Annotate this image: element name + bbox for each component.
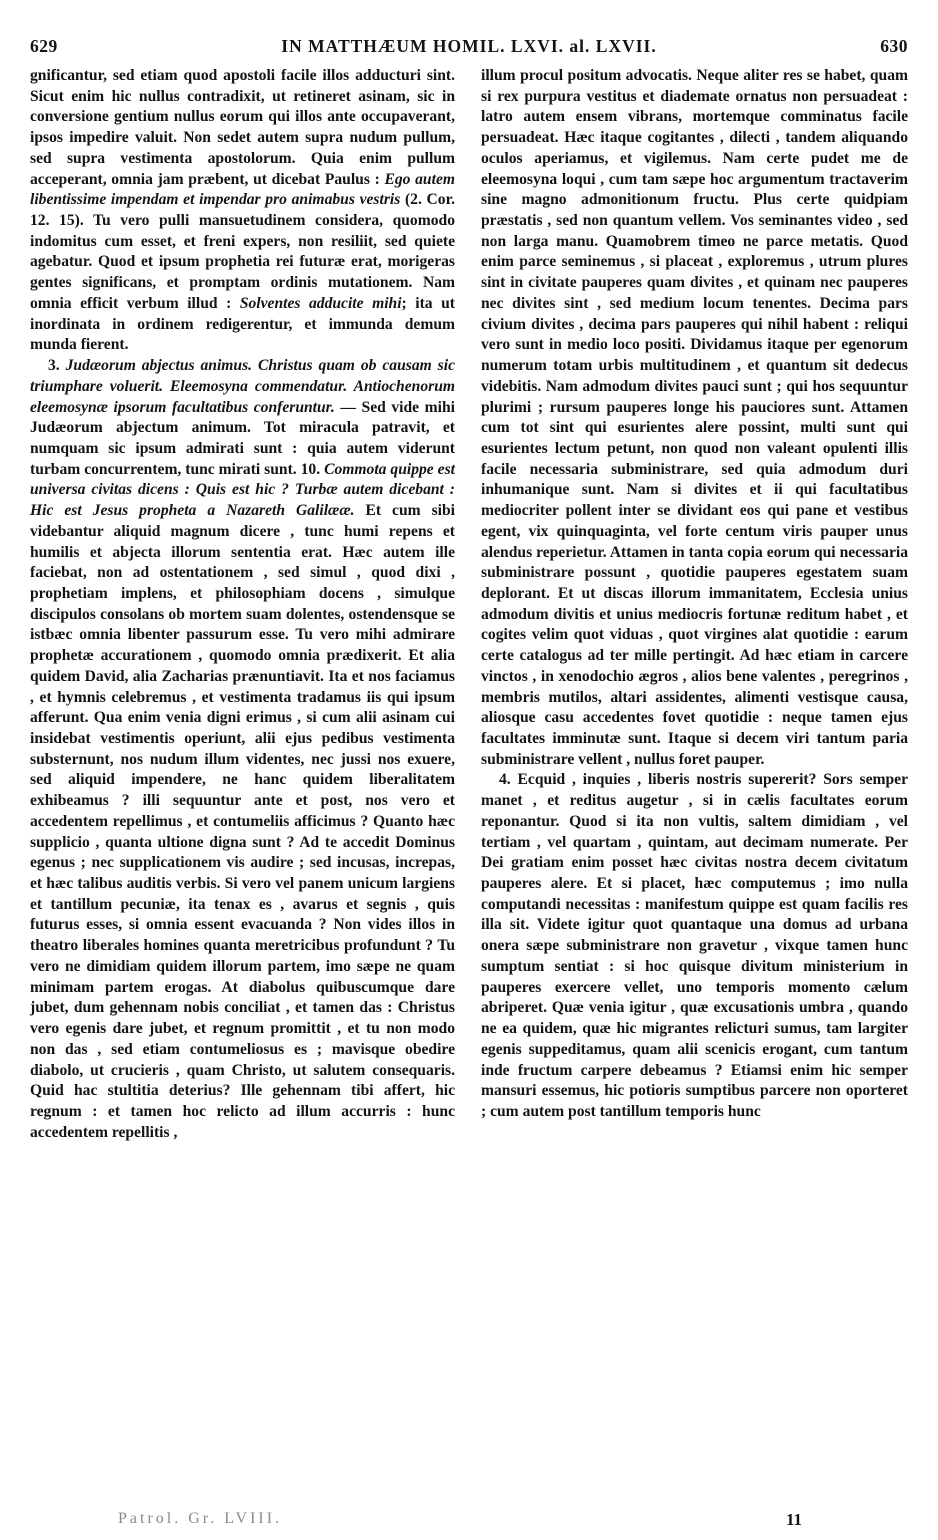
footer-signature: Patrol. Gr. LVIII. xyxy=(118,1510,283,1527)
paragraph: illum procul positum advocatis. Neque aliter res se habet, quam si rex purpura vestitus et diademate ornatus non persuadeat : latro autem ensem vibrans, mortemque comminatus facile persuadeat. Hæc itaque cogitantes , dilecti , tandem aliquando oculos aperiamus, et vigilemus. Nam certe pudet me de eleemosyna loqui , cum tam sæpe hoc argumentum tractaverim sine magno admonitionum fructu. Plus certe quidpiam præstatis , sed non quantum vellem. Vos seminantes video , sed non larga manu. Quamobrem timeo ne parce metatis. Quod enim parce seminemus , si placeat , exploremus , utrum plures sint in civitate pauperes quam divites , et quinam nec pauperes nec divites sint , sed medium locum tenentes. Decima pars civium divites , decima pars pauperes qui nihil habent : reliqui vero sunt in medio loco positi. Dividamus itaque per egenorum numerum totam urbis multitudinem , et quantum sit dedecus videbitis. Nam admodum divites pauci sunt ; qui hos sequuntur plurimi ; rursum pauperes longe his pauciores sunt. Attamen cum tot sint qui esurientes alere possint, multi sunt qui esurientes lectum petunt, non quod non valeant opulenti illis facile necessaria subministrare, sed quia admodum duri inhumanique sunt. Nam si divites et ii qui facultatibus mediocriter pollent inter se dividant eos qui pane et vestibus egent, vix quinquaginta, vel forte centum viris pauper unus alendus reperietur. Attamen in tanta copia eorum qui necessaria subministrare possunt , quotidie pauperes egestatem suam deplorant. Et ut discas illorum immanitatem, Ecclesia unius admodum divitis et unius mediocris fortunæ reditum habet , et cogites velim quot viduas , quot virgines alat quotidie : earum certe catalogus ad ter mille pertingit. Ad hæc etiam in carcere vinctos , in xenodochio ægros , alios bene valentes , peregrinos , membris mutilos, altari assidentes, alimenti vestisque causa, aliosque casu accedentes fovet quotidie : neque tamen ejus facultates imminutæ sunt. Itaque si decem viri tantum paria subministrare vellent , nullus foret pauper. xyxy=(481,67,908,768)
running-header xyxy=(30,36,908,58)
scripture-quote: Solventes adducite mihi xyxy=(239,294,402,312)
right-column xyxy=(481,66,908,1123)
section-summary: Judæorum abjectus animus. Christus quam ob causam sic triumphare voluerit. Eleemosyna commendatur. Antiochenorum eleemosynæ ipsorum facultatibus conferuntur. xyxy=(30,357,455,416)
scripture-quote: Commota quippe est universa civitas dicens : Quis est hic ? Turbæ autem dicebant : Hic est Jesus propheta a Nazareth Galilææ. xyxy=(30,460,455,520)
left-column xyxy=(30,66,455,1143)
text-run: (2. Cor. 12. 15). Tu vero pulli mansuetudinem considera, quomodo indomitus cum esset, et freni expers, non resiliit, sed quiete agebatur. Quod et ipsum prophetia rei futuræ erat, morigeras gentes significans, et promptam ordinis mutationem. Nam omnia efficit verbum illud : xyxy=(30,191,455,312)
page-number-right: 630 xyxy=(880,36,908,56)
text-run: — Sed vide mihi Judæorum abjectum animum. Tot miracula patravit, et numquam sic ipsum admirati sunt : quia autem viderunt turbam concurrentem, tunc mirati sunt. 10. xyxy=(30,398,455,478)
text-run: Et cum sibi videbantur aliquid magnum dicere , tunc humi repens et humilis et abjecta illorum sententia erat. Hæc autem ille faciebat, non ad ostentationem , sed simul , quod dixi , prophetiam implens, et philosophiam docens , simulque discipulos consolans ob mortem suam dolentes, ostendensque se istbæc omnia libenter passurum esse. Tu vero mihi admirare prophetæ accurationem , quomodo omnia prædixerit. Et alia quidem David, alia Zacharias prænuntiavit. Ita et nos faciamus , et hymnis celebremus , et vestimenta tradamus iis qui ipsum afferunt. Qua enim venia digni erimus , si cum alii asinam cui insidebat vestimentis operiunt, alii ejus pedibus vestimenta substernunt, nos nudum illum videntes, nec jussi nos exuere, sed aliquid impendere, ne hanc quidem liberalitatem exhibeamus ? illi sequuntur ante et post, nos vero et accedentem repellimus , et contumeliis afficimus ? Quanto hæc supplicio , quanta ultione digna sunt ? Ad te accedit Dominus egenus ; nec supplicationem vis audire ; sed incusas, increpas, et hæc talibus auditis verbis. Si vero vel panem unicum largiens et tantillum pecuniæ, ita tenax es , avarus et segnis , quis futurus esses, si omnia essent evacuanda ? Non vides illos in theatro liberales homines quanta meretricibus profundunt ? Tu vero ne dimidiam quidem illorum partem, imo sæpe ne quam minimam partem erogas. At diabolus quibuscumque dare jubet, dum gehennam nobis conciliat , et tamen das : Christus vero egenis dare jubet, et regnum promittit , et tu non modo non das , sed etiam contumeliosus es ; mavisque obedire diabolo, ut crucieris , quam Christo, ut salutem consequaris. Quid hac stultitia deterius? Ille gehennam tibi affert, hic regnum : et tamen hoc relicto ad illum accurris : hunc accedentem repellitis , xyxy=(30,502,456,1141)
section-number: 3. xyxy=(48,357,66,375)
text-run: gnificantur, sed etiam quod apostoli facile illos adducturi sint. Sicut enim hic nullus contradixit, ut retineret asinam, sic in conversione gentium nullus eorum qui illos ante occupaverant, ipsos impedire valuit. Non sedet autem supra nudum pullum, sed supra vestimenta apostolorum. Quia enim pullum acceperant, omnia jam præbent, ut dicebat Paulus : xyxy=(30,67,455,188)
paragraph: 4. Ecquid , inquies , liberis nostris supererit? Sors semper manet , et reditus augetur , si in cælis facultates eorum reponantur. Quod si ita non vultis, saltem dimidiam , vel tertiam , vel quartam , quintam, aut decimam numerate. Per Dei gratiam enim posset hæc civitas nostra decem civitatum pauperes alere. Et si placet, hæc computemus ; imo nulla computandi necessitas : manifestum quippe est quam facilis res illa sit. Videte igitur quot quantaque una domus ad urbana onera sæpe subministrare non gravetur , vixque tamen hunc sumptum sentiat : si hoc quisque divitum ministerium in pauperes exercere vellet, uno temporis momento cælum abriperet. Quæ venia igitur , quæ excusationis umbra , quando ne ea quidem, quæ hic migrantes relicturi sumus, tam largiter egenis suppeditamus, quam alii scenicis erogant, cum tantum inde fructum carpere debeamus ? Etiamsi enim hic semper mansuri essemus, hic potioris sumptibus parcere non oporteret ; cum autem post tantillum temporis hunc xyxy=(481,771,908,1120)
page-number-left: 629 xyxy=(30,36,58,56)
scripture-quote: Ego autem libentissime impendam et impendar pro animabus vestris xyxy=(30,170,455,209)
paragraph xyxy=(30,66,455,356)
running-title: IN MATTHÆUM HOMIL. LXVI. al. LXVII. xyxy=(281,36,657,56)
text-run: ; ita ut inordinata in ordinem redigerentur, et immunda demum munda fierent. xyxy=(30,294,455,354)
footer-sheet-number: 11 xyxy=(786,1510,803,1529)
paragraph xyxy=(30,356,455,1143)
